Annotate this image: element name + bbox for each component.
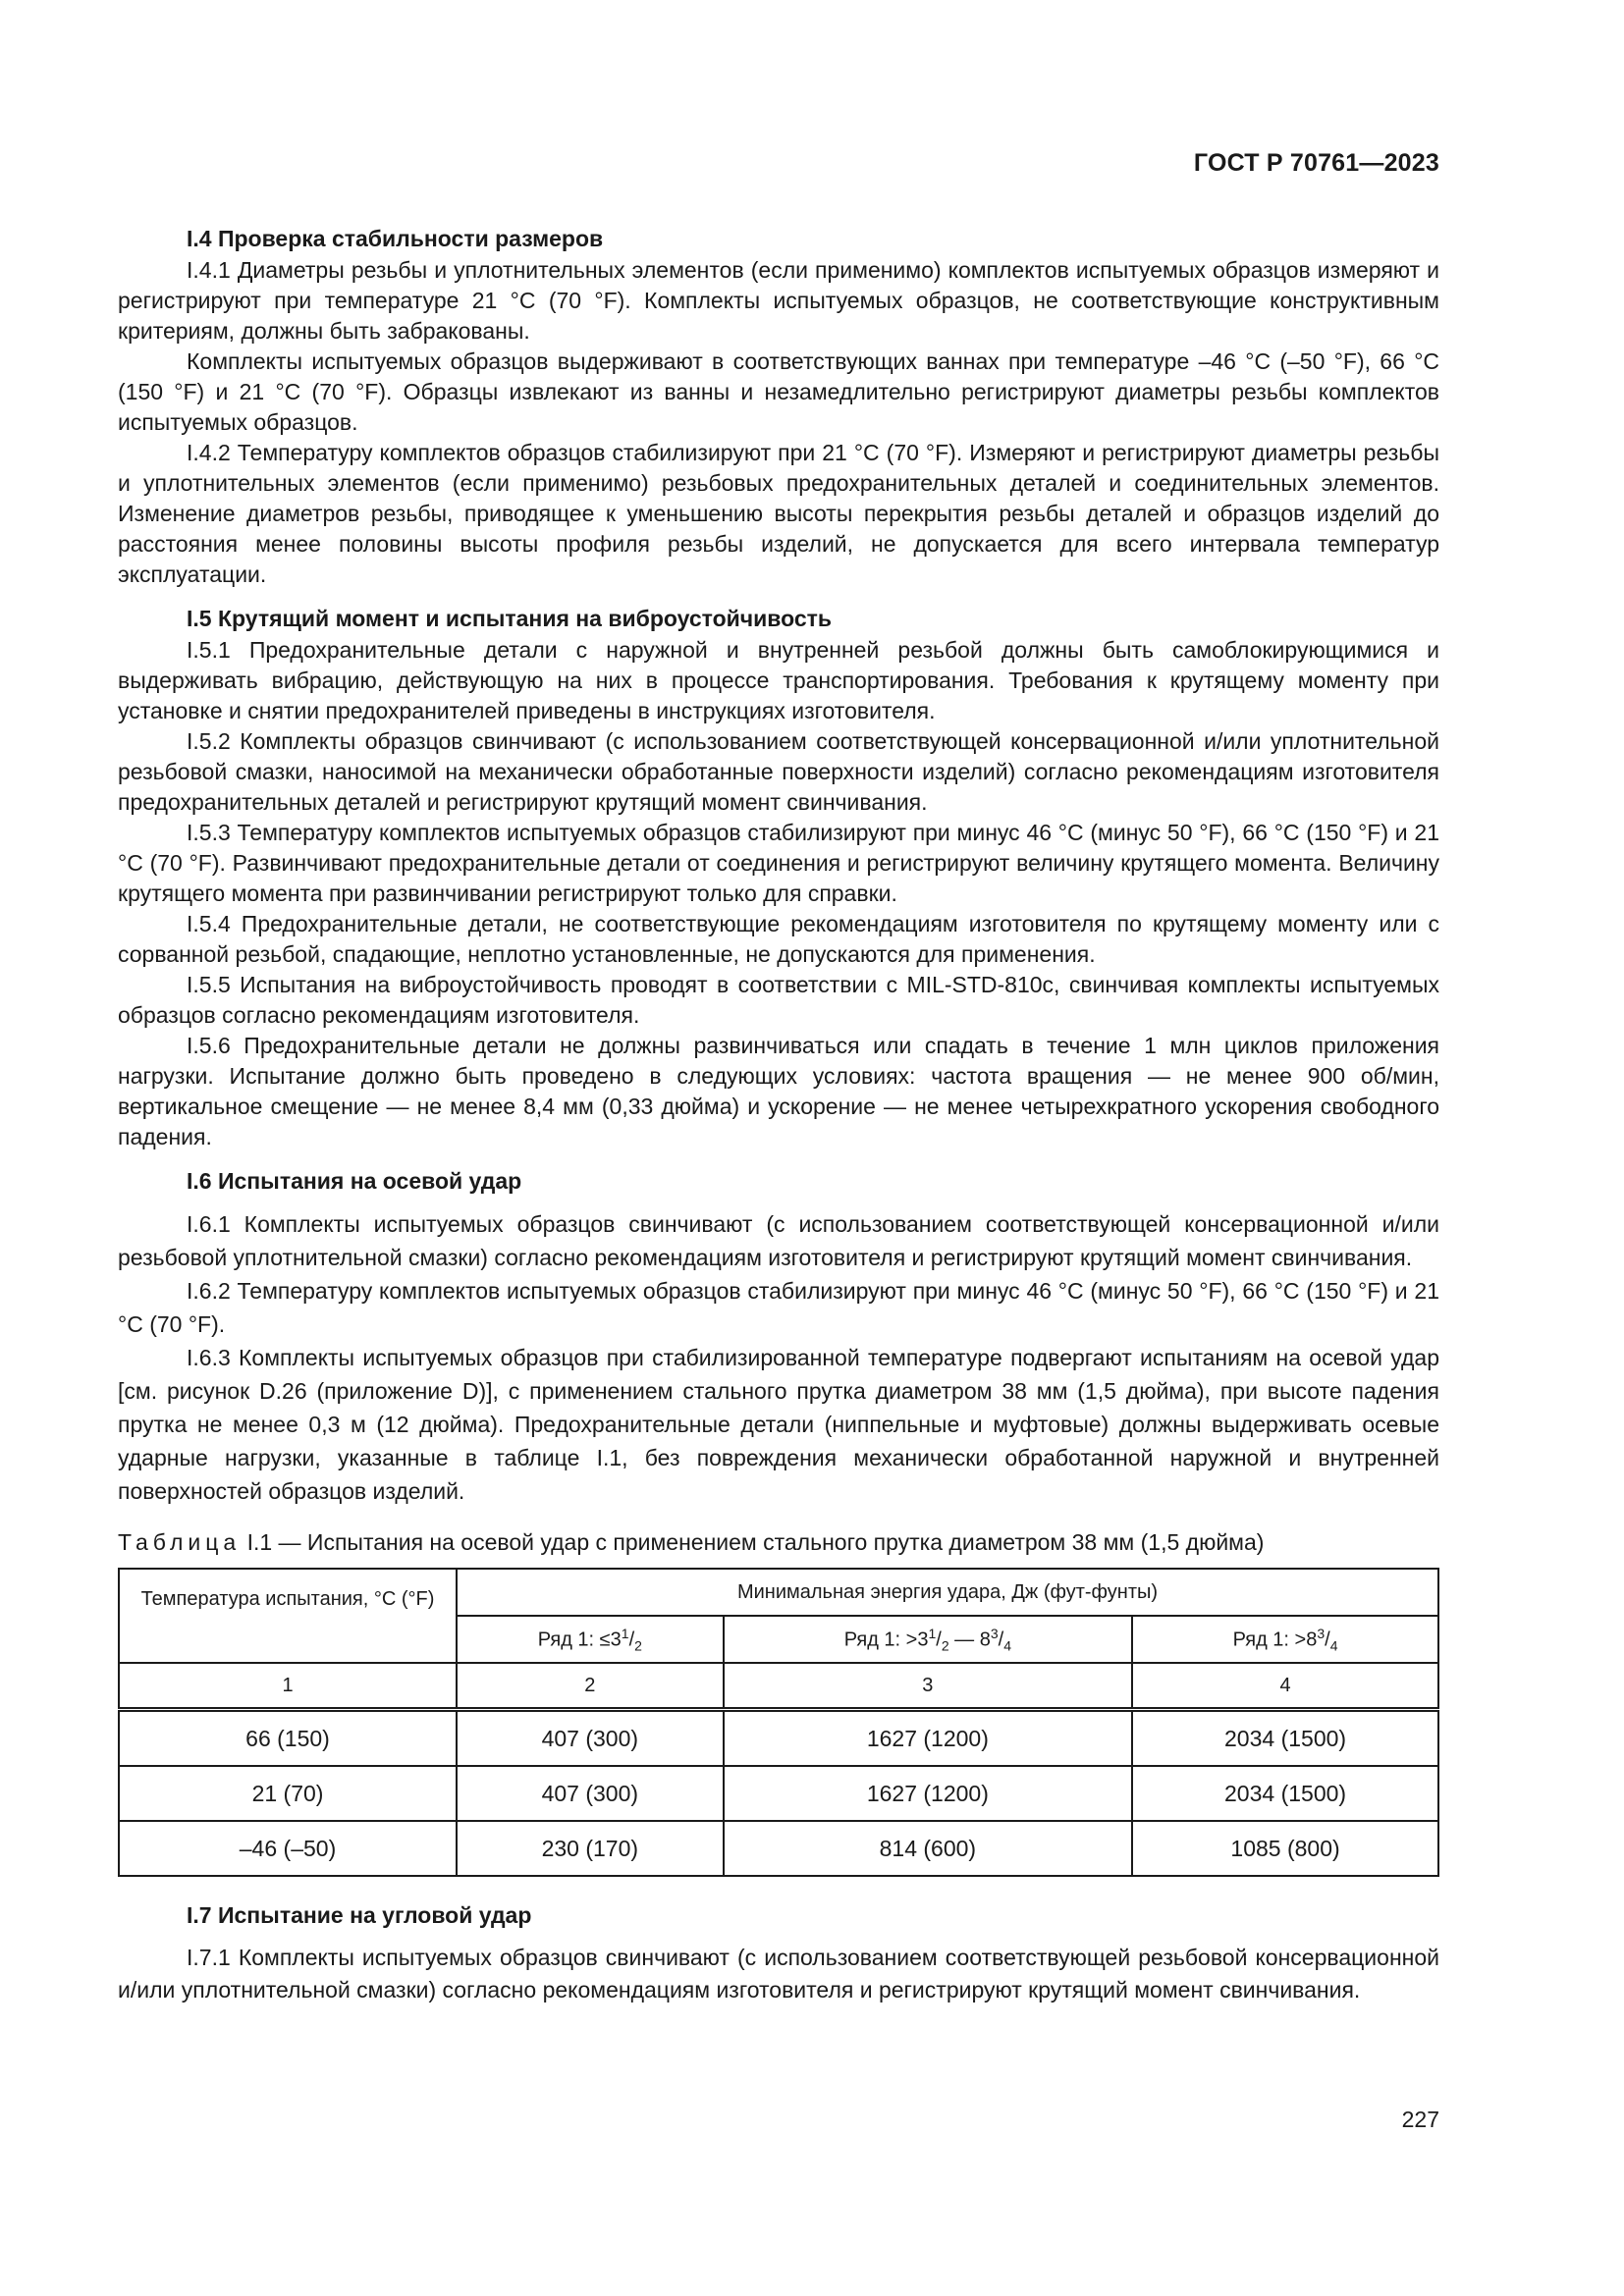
- subheader-1-sup: 1: [621, 1625, 629, 1641]
- section-title-i7: I.7 Испытание на угловой удар: [187, 1902, 532, 1928]
- subheader-1-sub: 2: [634, 1637, 642, 1654]
- table-cell-value: 230 (170): [457, 1821, 724, 1876]
- table-header-energy: Минимальная энергия удара, Дж (фут-фунты): [457, 1569, 1438, 1616]
- table-row: [119, 1766, 1438, 1821]
- paragraph-i4-1: I.4.1 Диаметры резьбы и уплотнительных элементов (если применимо) комплектов испытуемых образцов измеряют и регистрируют при температуре 21 °С (70 °F). Комплекты испытуемых образцов, не соответствующие конструктивным критериям, должны быть забракованы.: [118, 257, 1439, 344]
- table-cell-value: 814 (600): [724, 1821, 1132, 1876]
- impact-energy-table: [118, 1568, 1439, 1877]
- table-cell-temperature: 21 (70): [119, 1766, 457, 1821]
- paragraph-i5-3: I.5.3 Температуру комплектов испытуемых образцов стабилизируют при минус 46 °С (минус 50 °F), 66 °С (150 °F) и 21 °С (70 °F). Развинчивают предохранительные детали от соединения и регистрируют величину крутящего момента. Величину крутящего момента при развинчивании регистрируют только для справки.: [118, 820, 1439, 906]
- document-page: [118, 0, 1439, 2296]
- table-row: [119, 1710, 1438, 1767]
- table-cell-value: 2034 (1500): [1132, 1766, 1438, 1821]
- paragraph-i5-2: I.5.2 Комплекты образцов свинчивают (с использованием соответствующей консервационной и/или уплотнительной резьбовой смазки, наносимой на механически обработанные поверхности изделий) согласно рекомендациям изготовителя предохранительных деталей и регистрируют крутящий момент свинчивания.: [118, 728, 1439, 815]
- table-cell-temperature: 66 (150): [119, 1710, 457, 1767]
- subheader-3-prefix: Ряд 1: >8: [1232, 1629, 1318, 1651]
- subheader-3-sub: 4: [1329, 1637, 1338, 1654]
- paragraph-i5-1: I.5.1 Предохранительные детали с наружной и внутренней резьбой должны быть самоблокирующимися и выдерживать вибрацию, действующую на них в процессе транспортирования. Требования к крутящему моменту при установке и снятии предохранителей приведены в инструкциях изготовителя.: [118, 637, 1439, 723]
- table-cell-value: 407 (300): [457, 1710, 724, 1767]
- table-column-numbers-row: [119, 1663, 1438, 1710]
- subheader-2-mid: — 8: [948, 1629, 991, 1651]
- table-caption: [118, 1527, 1439, 1558]
- table-subheader-series-2: Ряд 1: $>3^1/_2$ — $8^3/_4$: [724, 1616, 1132, 1663]
- standard-designation: ГОСТ Р 70761—2023: [1193, 149, 1439, 177]
- subheader-2-sub-b: 4: [1003, 1637, 1012, 1654]
- paragraph-i4-2: I.4.2 Температуру комплектов образцов стабилизируют при 21 °С (70 °F). Измеряют и регистрируют диаметры резьбы и уплотнительных элементов (если применимо) резьбовых предохранительных деталей и соединительных элементов. Изменение диаметров резьбы, приводящее к уменьшению высоты перекрытия резьбы деталей и образцов изделий до расстояния менее половины высоты профиля резьбы изделий, не допускается для всего интервала температур эксплуатации.: [118, 440, 1439, 587]
- column-number: 2: [457, 1663, 724, 1710]
- section-title-i6: I.6 Испытания на осевой удар: [187, 1168, 522, 1194]
- paragraph-i5-4: I.5.4 Предохранительные детали, не соответствующие рекомендациям изготовителя по крутящему моменту или с сорванной резьбой, спадающие, неплотно установленные, не допускаются для применения.: [118, 911, 1439, 967]
- paragraph-i7-1: I.7.1 Комплекты испытуемых образцов свинчивают (с использованием соответствующей резьбовой консервационной и/или уплотнительной смазки) согласно рекомендациям изготовителя и регистрируют крутящий момент свинчивания.: [118, 1945, 1439, 2002]
- table-row: [119, 1821, 1438, 1876]
- column-number: 1: [119, 1663, 457, 1710]
- page-number: 227: [1401, 2107, 1439, 2132]
- table-cell-value: 407 (300): [457, 1766, 724, 1821]
- paragraph-i4-1b: Комплекты испытуемых образцов выдерживают в соответствующих ваннах при температуре –46 °С (–50 °F), 66 °С (150 °F) и 21 °С (70 °F). Образцы извлекают из ванны и незамедлительно регистрируют диаметры резьбы комплектов испытуемых образцов.: [118, 348, 1439, 435]
- subheader-2-sup-b: 3: [990, 1625, 999, 1641]
- table-header-temperature: Температура испытания, °С (°F): [119, 1569, 457, 1663]
- table-cell-value: 1085 (800): [1132, 1821, 1438, 1876]
- paragraph-i5-6: I.5.6 Предохранительные детали не должны развинчиваться или спадать в течение 1 млн циклов приложения нагрузки. Испытание должно быть проведено в следующих условиях: частота вращения — не менее 900 об/мин, вертикальное смещение — не менее 8,4 мм (0,33 дюйма) и ускорение — не менее четырехкратного ускорения свободного падения.: [118, 1033, 1439, 1149]
- column-number: 4: [1132, 1663, 1438, 1710]
- paragraph-i6-2: I.6.2 Температуру комплектов испытуемых образцов стабилизируют при минус 46 °С (минус 50 °F), 66 °С (150 °F) и 21 °С (70 °F).: [118, 1278, 1439, 1337]
- table-subheader-series-1: Ряд 1: $\le 3^1/_2$: [457, 1616, 724, 1663]
- paragraph-i5-5: I.5.5 Испытания на виброустойчивость проводят в соответствии с MIL-STD-810c, свинчивая комплекты испытуемых образцов согласно рекомендациям изготовителя.: [118, 972, 1439, 1028]
- subheader-1-prefix: Ряд 1: ≤3: [537, 1629, 622, 1651]
- table-caption-word: Таблица: [118, 1529, 242, 1555]
- section-title-i5: I.5 Крутящий момент и испытания на виброустойчивость: [187, 606, 833, 631]
- table-cell-value: 1627 (1200): [724, 1766, 1132, 1821]
- subheader-2-sub-a: 2: [941, 1637, 949, 1654]
- table-caption-text: I.1 — Испытания на осевой удар с применением стального прутка диаметром 38 мм (1,5 дюйма): [246, 1529, 1265, 1555]
- table-cell-value: 1627 (1200): [724, 1710, 1132, 1767]
- table-cell-temperature: –46 (–50): [119, 1821, 457, 1876]
- subheader-2-sup-a: 1: [928, 1625, 937, 1641]
- subheader-3-sup: 3: [1317, 1625, 1326, 1641]
- paragraph-i6-1: I.6.1 Комплекты испытуемых образцов свинчивают (с использованием соответствующей консервационной и/или резьбовой уплотнительной смазки) согласно рекомендациям изготовителя и регистрируют крутящий момент свинчивания.: [118, 1211, 1439, 1270]
- table-cell-value: 2034 (1500): [1132, 1710, 1438, 1767]
- section-title-i4: I.4 Проверка стабильности размеров: [187, 226, 604, 251]
- paragraph-i6-3: I.6.3 Комплекты испытуемых образцов при стабилизированной температуре подвергают испытаниям на осевой удар [см. рисунок D.26 (приложение D)], с применением стального прутка диаметром 38 мм (1,5 дюйма), при высоте падения прутка не менее 0,3 м (12 дюйма). Предохранительные детали (ниппельные и муфтовые) должны выдерживать осевые ударные нагрузки, указанные в таблице I.1, без повреждения механически обработанной наружной и внутренней поверхностей образцов изделий.: [118, 1345, 1439, 1504]
- table-subheader-series-3: Ряд 1: $>8^3/_4$: [1132, 1616, 1438, 1663]
- column-number: 3: [724, 1663, 1132, 1710]
- subheader-2-prefix: Ряд 1: >3: [843, 1629, 929, 1651]
- document-body: [118, 224, 1439, 2006]
